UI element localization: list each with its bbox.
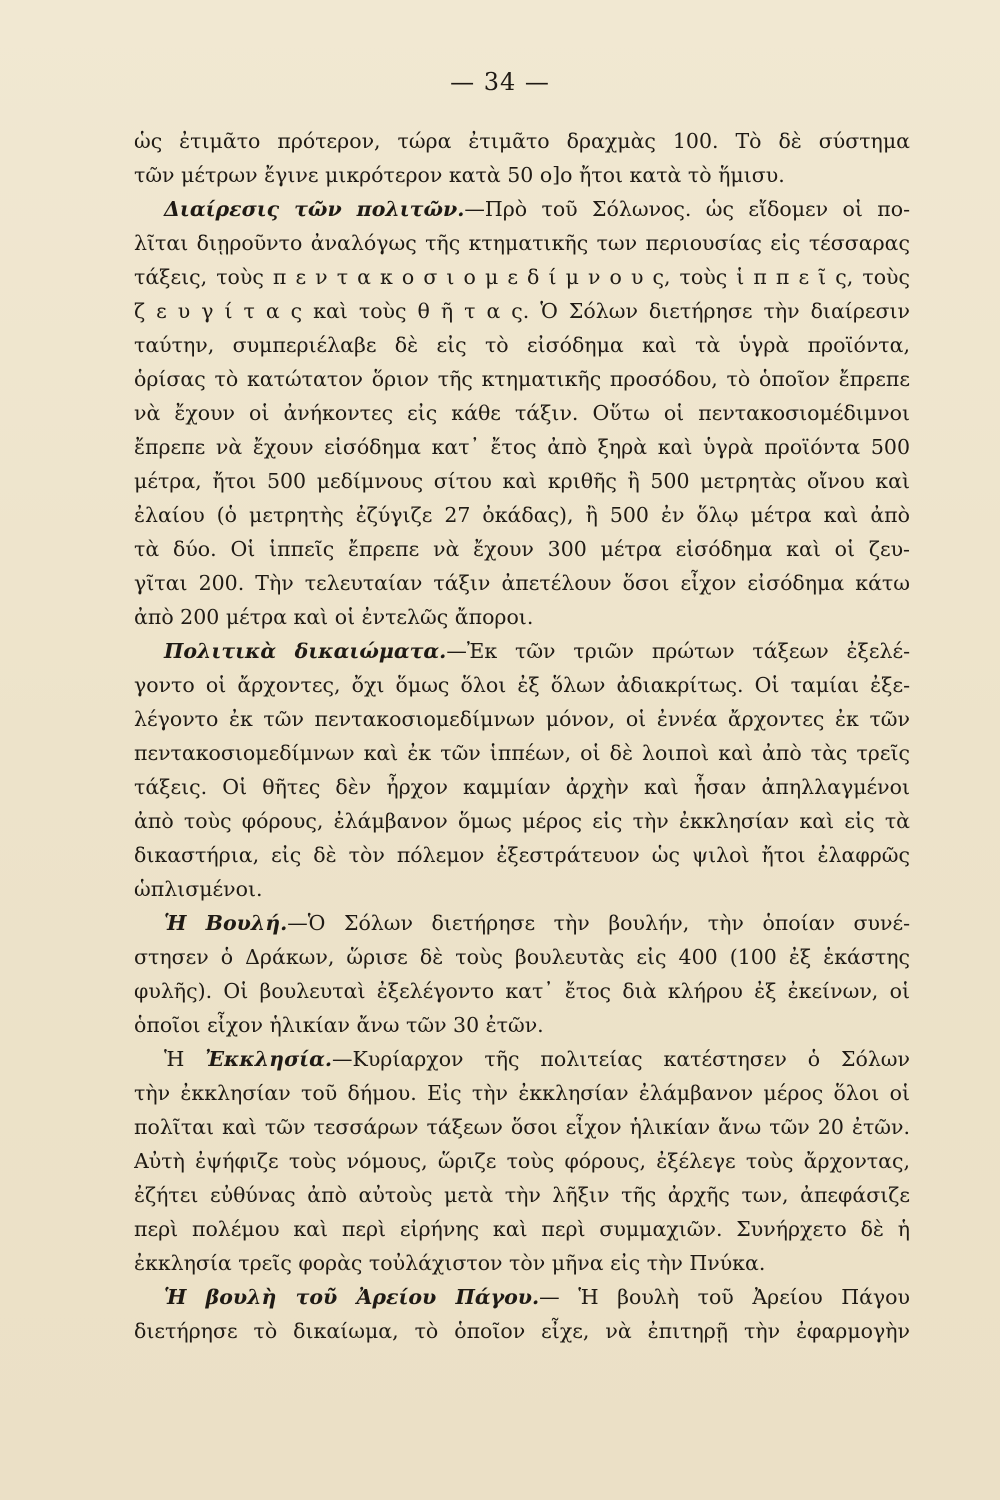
text-line xyxy=(134,634,910,668)
text-line: περὶ πολέμου καὶ περὶ εἰρήνης καὶ περὶ συμμαχιῶν. Συνήρχετο δὲ ἡ xyxy=(134,1217,910,1241)
text-line: ἐζήτει εὐθύνας ἀπὸ αὐτοὺς μετὰ τὴν λῆξιν τῆς ἀρχῆς των, ἀπεφάσιζε xyxy=(134,1183,910,1207)
text-line: ζ ε υ γ ί τ α ς καὶ τοὺς θ ῆ τ α ς. Ὁ Σόλων διετήρησε τὴν διαίρεσιν xyxy=(134,299,910,323)
section-heading-areios-pagos: Ἡ βουλὴ τοῦ Ἀρείου Πάγου. xyxy=(164,1285,540,1309)
text-line-content: —Κυρίαρχον τῆς πολιτείας κατέστησεν ὁ Σόλων xyxy=(332,1047,910,1071)
text-line: τὰ δύο. Οἱ ἱππεῖς ἔπρεπε νὰ ἔχουν 300 μέτρα εἰσόδημα καὶ οἱ ζευ- xyxy=(134,537,910,561)
text-line: φυλῆς). Οἱ βουλευταὶ ἐξελέγοντο κατ᾽ ἔτος διὰ κλήρου ἐξ ἐκείνων, οἱ xyxy=(134,979,910,1003)
text-line: ἐκκλησία τρεῖς φορὰς τοὐλάχιστον τὸν μῆνα εἰς τὴν Πνύκα. xyxy=(134,1251,766,1275)
text-line: ταύτην, συμπεριέλαβε δὲ εἰς τὸ εἰσόδημα καὶ τὰ ὑγρὰ προϊόντα, xyxy=(134,333,910,357)
text-line: ἀπὸ 200 μέτρα καὶ οἱ ἐντελῶς ἄποροι. xyxy=(134,605,534,629)
text-line: Αὐτὴ ἐψήφιζε τοὺς νόμους, ὥριζε τοὺς φόρους, ἐξέλεγε τοὺς ἄρχοντας, xyxy=(134,1149,910,1173)
text-line: γοντο οἱ ἄρχοντες, ὄχι ὅμως ὅλοι ἐξ ὅλων ἀδιακρίτως. Οἱ ταμίαι ἐξε- xyxy=(134,673,910,697)
body-text xyxy=(134,124,910,1348)
text-line: δικαστήρια, εἰς δὲ τὸν πόλεμον ἐξεστράτευον ὡς ψιλοὶ ἤτοι ἐλαφρῶς xyxy=(134,843,910,867)
text-line: τῶν μέτρων ἔγινε μικρότερον κατὰ 50 ο]ο ἤτοι κατὰ τὸ ἥμισυ. xyxy=(134,163,785,187)
section-heading-dikaiomata: Πολιτικὰ δικαιώματα. xyxy=(164,639,447,663)
text-line xyxy=(134,906,910,940)
text-line: πολῖται καὶ τῶν τεσσάρων τάξεων ὅσοι εἶχον ἡλικίαν ἄνω τῶν 20 ἐτῶν. xyxy=(134,1115,910,1139)
text-line: διετήρησε τὸ δικαίωμα, τὸ ὁποῖον εἶχε, νὰ ἐπιτηρῇ τὴν ἐφαρμογὴν xyxy=(134,1319,910,1343)
section-heading-diaireseis: Διαίρεσις τῶν πολιτῶν. xyxy=(164,197,465,221)
text-line: λέγοντο ἐκ τῶν πεντακοσιομεδίμνων μόνον, οἱ ἐννέα ἄρχοντες ἐκ τῶν xyxy=(134,707,910,731)
text-line-content: —Πρὸ τοῦ Σόλωνος. ὡς εἴδομεν οἱ πο- xyxy=(464,197,910,221)
text-line: νὰ ἔχουν οἱ ἀνήκοντες εἰς κάθε τάξιν. Οὕτω οἱ πεντακοσιομέδιμνοι xyxy=(134,401,910,425)
text-line: τάξεις, τοὺς π ε ν τ α κ ο σ ι ο μ ε δ ί μ ν ο υ ς, τοὺς ἱ π π ε ῖ ς, τοὺς xyxy=(134,265,910,289)
text-line xyxy=(134,1280,910,1314)
text-line: πεντακοσιομεδίμνων καὶ ἐκ τῶν ἱππέων, οἱ δὲ λοιποὶ καὶ ἀπὸ τὰς τρεῖς xyxy=(134,741,910,765)
text-line xyxy=(134,192,910,226)
section-heading-ekklesia: Ἐκκλησία. xyxy=(205,1047,333,1071)
text-line: στησεν ὁ Δράκων, ὥρισε δὲ τοὺς βουλευτὰς εἰς 400 (100 ἐξ ἑκάστης xyxy=(134,945,910,969)
text-line: γῖται 200. Τὴν τελευταίαν τάξιν ἀπετέλουν ὅσοι εἶχον εἰσόδημα κάτω xyxy=(134,571,910,595)
text-line xyxy=(134,1042,910,1076)
text-line-content: — Ἡ βουλὴ τοῦ Ἀρείου Πάγου xyxy=(539,1285,910,1309)
text-line: μέτρα, ἤτοι 500 μεδίμνους σίτου καὶ κριθῆς ἢ 500 μετρητὰς οἴνου καὶ xyxy=(134,469,910,493)
heading-article: Ἡ xyxy=(164,1047,206,1071)
section-heading-voule: Ἡ Βουλή. xyxy=(164,911,288,935)
text-line-content: —Ὁ Σόλων διετήρησε τὴν βουλήν, τὴν ὁποίαν συνέ- xyxy=(287,911,910,935)
text-line: ὁποῖοι εἶχον ἡλικίαν ἄνω τῶν 30 ἐτῶν. xyxy=(134,1013,544,1037)
text-line: ὡς ἐτιμᾶτο πρότερον, τώρα ἐτιμᾶτο δραχμὰς 100. Τὸ δὲ σύστημα xyxy=(134,129,910,153)
text-line: ὁρίσας τὸ κατώτατον ὅριον τῆς κτηματικῆς προσόδου, τὸ ὁποῖον ἔπρεπε xyxy=(134,367,910,391)
text-line: ἐλαίου (ὁ μετρητὴς ἐζύγιζε 27 ὀκάδας), ἢ 500 ἐν ὅλῳ μέτρα καὶ ἀπὸ xyxy=(134,503,910,527)
text-line: ἔπρεπε νὰ ἔχουν εἰσόδημα κατ᾽ ἔτος ἀπὸ ξηρὰ καὶ ὑγρὰ προϊόντα 500 xyxy=(134,435,910,459)
text-line: τάξεις. Οἱ θῆτες δὲν ἦρχον καμμίαν ἀρχὴν καὶ ἦσαν ἀπηλλαγμένοι xyxy=(134,775,910,799)
text-line: ἀπὸ τοὺς φόρους, ἐλάμβανον ὅμως μέρος εἰς τὴν ἐκκλησίαν καὶ εἰς τὰ xyxy=(134,809,910,833)
page-number: — 34 — xyxy=(450,68,550,96)
text-line: λῖται διῃροῦντο ἀναλόγως τῆς κτηματικῆς των περιουσίας εἰς τέσσαρας xyxy=(134,231,910,255)
text-line: ὡπλισμένοι. xyxy=(134,877,263,901)
text-line-content: —Ἐκ τῶν τριῶν πρώτων τάξεων ἐξελέ- xyxy=(446,639,910,663)
text-line: τὴν ἐκκλησίαν τοῦ δήμου. Εἰς τὴν ἐκκλησίαν ἐλάμβανον μέρος ὅλοι οἱ xyxy=(134,1081,910,1105)
